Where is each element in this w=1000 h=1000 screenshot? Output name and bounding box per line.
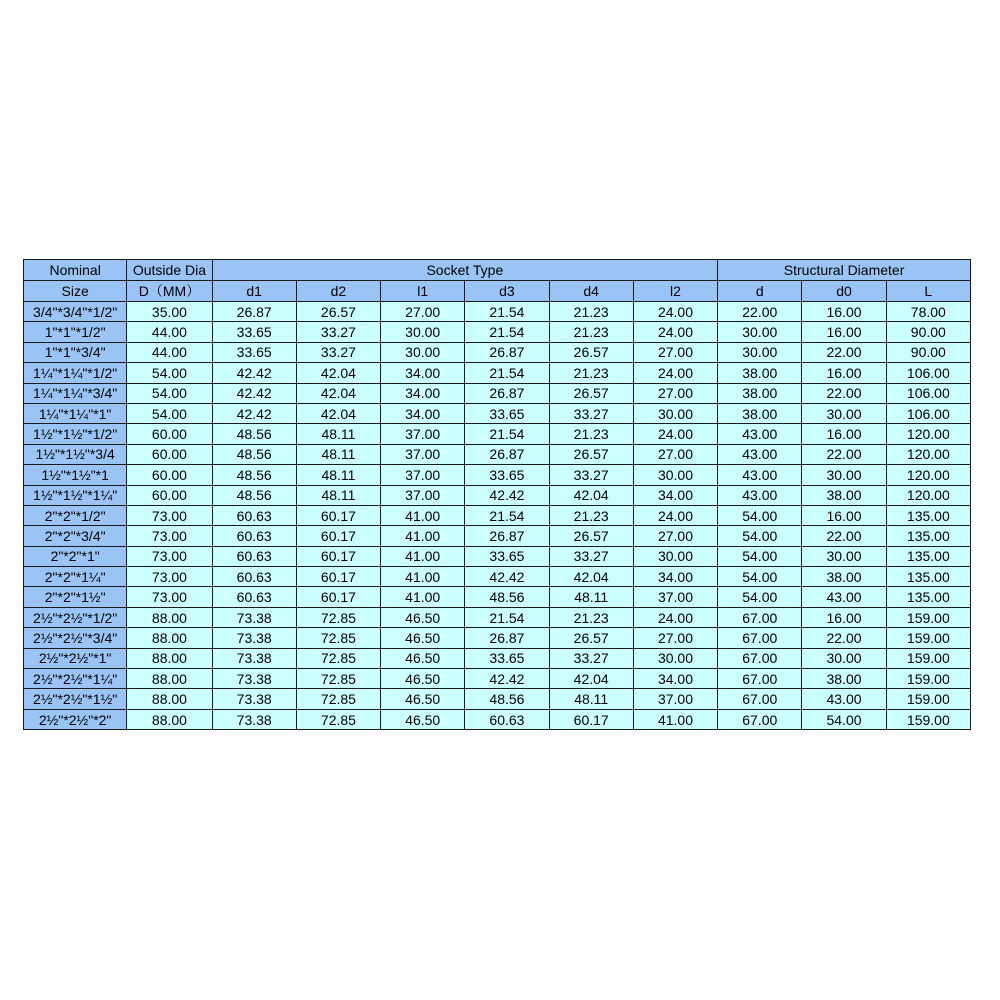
cell-d2: 72.85 bbox=[296, 607, 380, 627]
table-row bbox=[24, 444, 971, 464]
cell-d0: 22.00 bbox=[802, 383, 886, 403]
cell-d: 67.00 bbox=[718, 628, 802, 648]
cell-d4: 42.04 bbox=[549, 567, 633, 587]
cell-l1: 37.00 bbox=[381, 444, 465, 464]
cell-d0: 38.00 bbox=[802, 669, 886, 689]
cell-size: 1½"*1½"*3/4 bbox=[24, 444, 127, 464]
cell-l2: 34.00 bbox=[633, 485, 717, 505]
cell-d1: 60.63 bbox=[212, 587, 296, 607]
cell-size: 1½"*1½"*1/2" bbox=[24, 424, 127, 444]
cell-d: 54.00 bbox=[718, 567, 802, 587]
cell-l1: 46.50 bbox=[381, 709, 465, 729]
table-row bbox=[24, 669, 971, 689]
cell-L: 106.00 bbox=[886, 363, 970, 383]
cell-outside-dia: 73.00 bbox=[127, 526, 212, 546]
cell-d: 54.00 bbox=[718, 505, 802, 525]
cell-L: 106.00 bbox=[886, 403, 970, 423]
cell-d4: 21.23 bbox=[549, 424, 633, 444]
cell-L: 106.00 bbox=[886, 383, 970, 403]
cell-d: 43.00 bbox=[718, 465, 802, 485]
cell-d0: 54.00 bbox=[802, 709, 886, 729]
cell-l1: 41.00 bbox=[381, 546, 465, 566]
cell-l2: 34.00 bbox=[633, 567, 717, 587]
cell-l1: 37.00 bbox=[381, 465, 465, 485]
spec-table-container bbox=[23, 259, 971, 730]
cell-l2: 30.00 bbox=[633, 465, 717, 485]
cell-d4: 33.27 bbox=[549, 403, 633, 423]
table-row bbox=[24, 628, 971, 648]
cell-l2: 24.00 bbox=[633, 505, 717, 525]
cell-d4: 26.57 bbox=[549, 383, 633, 403]
cell-d: 67.00 bbox=[718, 689, 802, 709]
cell-d4: 33.27 bbox=[549, 648, 633, 668]
cell-d4: 48.11 bbox=[549, 689, 633, 709]
cell-outside-dia: 88.00 bbox=[127, 689, 212, 709]
cell-L: 135.00 bbox=[886, 587, 970, 607]
cell-d2: 72.85 bbox=[296, 689, 380, 709]
cell-d3: 26.87 bbox=[465, 383, 549, 403]
table-row bbox=[24, 403, 971, 423]
cell-d2: 48.11 bbox=[296, 465, 380, 485]
cell-d: 43.00 bbox=[718, 444, 802, 464]
cell-l1: 41.00 bbox=[381, 587, 465, 607]
table-row bbox=[24, 363, 971, 383]
cell-l2: 27.00 bbox=[633, 342, 717, 362]
cell-d1: 48.56 bbox=[212, 444, 296, 464]
cell-l2: 27.00 bbox=[633, 628, 717, 648]
cell-d0: 30.00 bbox=[802, 648, 886, 668]
cell-d1: 73.38 bbox=[212, 709, 296, 729]
cell-l2: 27.00 bbox=[633, 383, 717, 403]
cell-d: 38.00 bbox=[718, 383, 802, 403]
cell-d1: 48.56 bbox=[212, 424, 296, 444]
cell-d3: 33.65 bbox=[465, 465, 549, 485]
cell-size: 1½"*1½"*1¼" bbox=[24, 485, 127, 505]
cell-L: 120.00 bbox=[886, 465, 970, 485]
cell-d0: 22.00 bbox=[802, 444, 886, 464]
cell-d1: 42.42 bbox=[212, 383, 296, 403]
cell-L: 120.00 bbox=[886, 424, 970, 444]
cell-d: 67.00 bbox=[718, 648, 802, 668]
cell-l1: 41.00 bbox=[381, 505, 465, 525]
table-row bbox=[24, 567, 971, 587]
cell-d0: 30.00 bbox=[802, 546, 886, 566]
table-row bbox=[24, 709, 971, 729]
cell-outside-dia: 60.00 bbox=[127, 444, 212, 464]
cell-d0: 22.00 bbox=[802, 526, 886, 546]
cell-outside-dia: 88.00 bbox=[127, 669, 212, 689]
cell-d3: 21.54 bbox=[465, 302, 549, 322]
table-row bbox=[24, 526, 971, 546]
cell-size: 2½"*2½"*1¼" bbox=[24, 669, 127, 689]
cell-outside-dia: 35.00 bbox=[127, 302, 212, 322]
cell-d0: 43.00 bbox=[802, 587, 886, 607]
cell-d0: 16.00 bbox=[802, 424, 886, 444]
cell-d4: 26.57 bbox=[549, 342, 633, 362]
cell-d3: 33.65 bbox=[465, 546, 549, 566]
cell-d4: 42.04 bbox=[549, 669, 633, 689]
cell-d: 67.00 bbox=[718, 669, 802, 689]
cell-d1: 26.87 bbox=[212, 302, 296, 322]
cell-d4: 33.27 bbox=[549, 465, 633, 485]
cell-outside-dia: 54.00 bbox=[127, 383, 212, 403]
cell-d3: 21.54 bbox=[465, 424, 549, 444]
cell-d1: 73.38 bbox=[212, 607, 296, 627]
table-row bbox=[24, 383, 971, 403]
cell-d2: 42.04 bbox=[296, 363, 380, 383]
cell-d2: 72.85 bbox=[296, 648, 380, 668]
cell-d: 54.00 bbox=[718, 546, 802, 566]
cell-outside-dia: 88.00 bbox=[127, 607, 212, 627]
cell-outside-dia: 54.00 bbox=[127, 403, 212, 423]
cell-l1: 34.00 bbox=[381, 363, 465, 383]
cell-d3: 33.65 bbox=[465, 403, 549, 423]
table-row bbox=[24, 607, 971, 627]
cell-outside-dia: 73.00 bbox=[127, 567, 212, 587]
cell-size: 2½"*2½"*1½" bbox=[24, 689, 127, 709]
cell-d3: 42.42 bbox=[465, 669, 549, 689]
cell-outside-dia: 88.00 bbox=[127, 709, 212, 729]
cell-d2: 60.17 bbox=[296, 567, 380, 587]
cell-d3: 26.87 bbox=[465, 628, 549, 648]
cell-l1: 27.00 bbox=[381, 302, 465, 322]
cell-d1: 42.42 bbox=[212, 363, 296, 383]
cell-L: 159.00 bbox=[886, 628, 970, 648]
header-col-d3: d3 bbox=[465, 281, 549, 302]
cell-l2: 37.00 bbox=[633, 689, 717, 709]
table-body bbox=[24, 302, 971, 730]
cell-l2: 24.00 bbox=[633, 322, 717, 342]
cell-l2: 24.00 bbox=[633, 424, 717, 444]
cell-d1: 33.65 bbox=[212, 342, 296, 362]
cell-l2: 34.00 bbox=[633, 669, 717, 689]
header-col-L: L bbox=[886, 281, 970, 302]
header-row-1 bbox=[24, 260, 971, 281]
cell-d2: 48.11 bbox=[296, 485, 380, 505]
table-row bbox=[24, 424, 971, 444]
header-col-d4: d4 bbox=[549, 281, 633, 302]
table-header bbox=[24, 260, 971, 302]
cell-d2: 33.27 bbox=[296, 342, 380, 362]
table-row bbox=[24, 648, 971, 668]
cell-l2: 30.00 bbox=[633, 648, 717, 668]
cell-outside-dia: 88.00 bbox=[127, 648, 212, 668]
cell-d2: 48.11 bbox=[296, 444, 380, 464]
cell-d2: 48.11 bbox=[296, 424, 380, 444]
cell-l1: 46.50 bbox=[381, 648, 465, 668]
table-row bbox=[24, 342, 971, 362]
cell-d: 67.00 bbox=[718, 607, 802, 627]
cell-d1: 60.63 bbox=[212, 505, 296, 525]
cell-l1: 34.00 bbox=[381, 403, 465, 423]
cell-size: 1¼"*1¼"*1" bbox=[24, 403, 127, 423]
table-row bbox=[24, 322, 971, 342]
cell-l1: 41.00 bbox=[381, 567, 465, 587]
cell-L: 159.00 bbox=[886, 689, 970, 709]
header-col-d0: d0 bbox=[802, 281, 886, 302]
cell-d3: 42.42 bbox=[465, 485, 549, 505]
cell-d3: 33.65 bbox=[465, 648, 549, 668]
cell-d3: 48.56 bbox=[465, 587, 549, 607]
header-size: Size bbox=[24, 281, 127, 302]
cell-L: 135.00 bbox=[886, 505, 970, 525]
cell-size: 1"*1"*1/2" bbox=[24, 322, 127, 342]
cell-d4: 21.23 bbox=[549, 505, 633, 525]
cell-d0: 16.00 bbox=[802, 505, 886, 525]
cell-d1: 60.63 bbox=[212, 526, 296, 546]
header-row-2 bbox=[24, 281, 971, 302]
cell-d2: 72.85 bbox=[296, 709, 380, 729]
cell-outside-dia: 44.00 bbox=[127, 342, 212, 362]
cell-d: 43.00 bbox=[718, 424, 802, 444]
cell-d1: 73.38 bbox=[212, 669, 296, 689]
cell-l1: 41.00 bbox=[381, 526, 465, 546]
cell-l2: 30.00 bbox=[633, 546, 717, 566]
cell-d4: 26.57 bbox=[549, 526, 633, 546]
cell-d1: 48.56 bbox=[212, 465, 296, 485]
cell-d3: 26.87 bbox=[465, 342, 549, 362]
cell-d2: 60.17 bbox=[296, 505, 380, 525]
fitting-dimensions-table bbox=[23, 259, 971, 730]
cell-L: 135.00 bbox=[886, 546, 970, 566]
cell-L: 159.00 bbox=[886, 648, 970, 668]
cell-size: 2½"*2½"*2" bbox=[24, 709, 127, 729]
cell-d3: 21.54 bbox=[465, 363, 549, 383]
cell-d2: 72.85 bbox=[296, 628, 380, 648]
cell-size: 1¼"*1¼"*3/4" bbox=[24, 383, 127, 403]
cell-outside-dia: 44.00 bbox=[127, 322, 212, 342]
cell-l1: 30.00 bbox=[381, 342, 465, 362]
cell-outside-dia: 73.00 bbox=[127, 546, 212, 566]
cell-L: 90.00 bbox=[886, 342, 970, 362]
cell-d2: 42.04 bbox=[296, 403, 380, 423]
cell-l2: 27.00 bbox=[633, 444, 717, 464]
table-row bbox=[24, 587, 971, 607]
cell-l1: 37.00 bbox=[381, 485, 465, 505]
cell-l2: 24.00 bbox=[633, 302, 717, 322]
cell-outside-dia: 60.00 bbox=[127, 424, 212, 444]
table-row bbox=[24, 505, 971, 525]
cell-d2: 60.17 bbox=[296, 546, 380, 566]
cell-d2: 26.57 bbox=[296, 302, 380, 322]
cell-d3: 60.63 bbox=[465, 709, 549, 729]
cell-d1: 60.63 bbox=[212, 546, 296, 566]
cell-d4: 48.11 bbox=[549, 587, 633, 607]
table-row bbox=[24, 485, 971, 505]
cell-d4: 33.27 bbox=[549, 546, 633, 566]
cell-size: 2"*2"*3/4" bbox=[24, 526, 127, 546]
cell-d4: 21.23 bbox=[549, 302, 633, 322]
cell-d: 67.00 bbox=[718, 709, 802, 729]
cell-size: 1½"*1½"*1 bbox=[24, 465, 127, 485]
cell-L: 159.00 bbox=[886, 607, 970, 627]
cell-L: 120.00 bbox=[886, 485, 970, 505]
cell-d3: 42.42 bbox=[465, 567, 549, 587]
cell-d2: 42.04 bbox=[296, 383, 380, 403]
cell-d3: 48.56 bbox=[465, 689, 549, 709]
header-structural-diameter: Structural Diameter bbox=[718, 260, 971, 281]
cell-d0: 38.00 bbox=[802, 485, 886, 505]
cell-d1: 42.42 bbox=[212, 403, 296, 423]
cell-d0: 38.00 bbox=[802, 567, 886, 587]
cell-size: 1¼"*1¼"*1/2" bbox=[24, 363, 127, 383]
table-row bbox=[24, 465, 971, 485]
cell-l2: 24.00 bbox=[633, 363, 717, 383]
cell-size: 3/4"*3/4"*1/2" bbox=[24, 302, 127, 322]
cell-d: 54.00 bbox=[718, 587, 802, 607]
cell-d1: 48.56 bbox=[212, 485, 296, 505]
cell-d4: 21.23 bbox=[549, 363, 633, 383]
cell-d2: 72.85 bbox=[296, 669, 380, 689]
cell-outside-dia: 73.00 bbox=[127, 587, 212, 607]
cell-size: 2"*2"*1¼" bbox=[24, 567, 127, 587]
cell-d0: 30.00 bbox=[802, 403, 886, 423]
cell-d0: 22.00 bbox=[802, 342, 886, 362]
cell-outside-dia: 60.00 bbox=[127, 485, 212, 505]
header-socket-type: Socket Type bbox=[212, 260, 718, 281]
cell-d3: 26.87 bbox=[465, 444, 549, 464]
cell-outside-dia: 60.00 bbox=[127, 465, 212, 485]
cell-outside-dia: 88.00 bbox=[127, 628, 212, 648]
cell-d: 43.00 bbox=[718, 485, 802, 505]
cell-d: 30.00 bbox=[718, 342, 802, 362]
cell-d3: 21.54 bbox=[465, 505, 549, 525]
table-row bbox=[24, 302, 971, 322]
cell-d0: 43.00 bbox=[802, 689, 886, 709]
cell-l2: 24.00 bbox=[633, 607, 717, 627]
cell-size: 2½"*2½"*3/4" bbox=[24, 628, 127, 648]
cell-d0: 22.00 bbox=[802, 628, 886, 648]
header-outside-dia: Outside Dia bbox=[127, 260, 212, 281]
cell-d: 54.00 bbox=[718, 526, 802, 546]
cell-l1: 30.00 bbox=[381, 322, 465, 342]
header-col-d1: d1 bbox=[212, 281, 296, 302]
cell-L: 120.00 bbox=[886, 444, 970, 464]
cell-d0: 16.00 bbox=[802, 302, 886, 322]
cell-d2: 33.27 bbox=[296, 322, 380, 342]
header-col-l1: l1 bbox=[381, 281, 465, 302]
cell-d1: 73.38 bbox=[212, 628, 296, 648]
header-col-l2: l2 bbox=[633, 281, 717, 302]
cell-l1: 46.50 bbox=[381, 607, 465, 627]
cell-d: 38.00 bbox=[718, 403, 802, 423]
header-nominal: Nominal bbox=[24, 260, 127, 281]
cell-size: 2"*2"*1/2" bbox=[24, 505, 127, 525]
cell-d0: 16.00 bbox=[802, 363, 886, 383]
cell-d4: 26.57 bbox=[549, 444, 633, 464]
cell-l1: 46.50 bbox=[381, 689, 465, 709]
cell-d1: 73.38 bbox=[212, 648, 296, 668]
cell-outside-dia: 54.00 bbox=[127, 363, 212, 383]
header-col-d2: d2 bbox=[296, 281, 380, 302]
cell-d: 30.00 bbox=[718, 322, 802, 342]
cell-d1: 33.65 bbox=[212, 322, 296, 342]
cell-d0: 16.00 bbox=[802, 607, 886, 627]
cell-l1: 34.00 bbox=[381, 383, 465, 403]
cell-d0: 16.00 bbox=[802, 322, 886, 342]
cell-d2: 60.17 bbox=[296, 526, 380, 546]
cell-L: 135.00 bbox=[886, 567, 970, 587]
cell-l1: 37.00 bbox=[381, 424, 465, 444]
cell-d1: 60.63 bbox=[212, 567, 296, 587]
cell-l2: 37.00 bbox=[633, 587, 717, 607]
table-row bbox=[24, 546, 971, 566]
cell-d4: 21.23 bbox=[549, 607, 633, 627]
cell-size: 1"*1"*3/4" bbox=[24, 342, 127, 362]
cell-d4: 26.57 bbox=[549, 628, 633, 648]
cell-size: 2"*2"*1½" bbox=[24, 587, 127, 607]
cell-d4: 42.04 bbox=[549, 485, 633, 505]
cell-L: 90.00 bbox=[886, 322, 970, 342]
cell-d0: 30.00 bbox=[802, 465, 886, 485]
cell-l2: 41.00 bbox=[633, 709, 717, 729]
cell-size: 2½"*2½"*1" bbox=[24, 648, 127, 668]
cell-d4: 21.23 bbox=[549, 322, 633, 342]
cell-l1: 46.50 bbox=[381, 669, 465, 689]
cell-l2: 27.00 bbox=[633, 526, 717, 546]
cell-d3: 26.87 bbox=[465, 526, 549, 546]
cell-l2: 30.00 bbox=[633, 403, 717, 423]
cell-L: 135.00 bbox=[886, 526, 970, 546]
header-col-d: d bbox=[718, 281, 802, 302]
cell-d: 38.00 bbox=[718, 363, 802, 383]
cell-d3: 21.54 bbox=[465, 322, 549, 342]
header-d-mm: D（MM） bbox=[127, 281, 212, 302]
cell-outside-dia: 73.00 bbox=[127, 505, 212, 525]
cell-L: 159.00 bbox=[886, 709, 970, 729]
cell-L: 159.00 bbox=[886, 669, 970, 689]
cell-L: 78.00 bbox=[886, 302, 970, 322]
cell-d4: 60.17 bbox=[549, 709, 633, 729]
cell-d1: 73.38 bbox=[212, 689, 296, 709]
cell-d2: 60.17 bbox=[296, 587, 380, 607]
cell-d: 22.00 bbox=[718, 302, 802, 322]
cell-size: 2½"*2½"*1/2" bbox=[24, 607, 127, 627]
cell-d3: 21.54 bbox=[465, 607, 549, 627]
table-row bbox=[24, 689, 971, 709]
cell-size: 2"*2"*1" bbox=[24, 546, 127, 566]
cell-l1: 46.50 bbox=[381, 628, 465, 648]
